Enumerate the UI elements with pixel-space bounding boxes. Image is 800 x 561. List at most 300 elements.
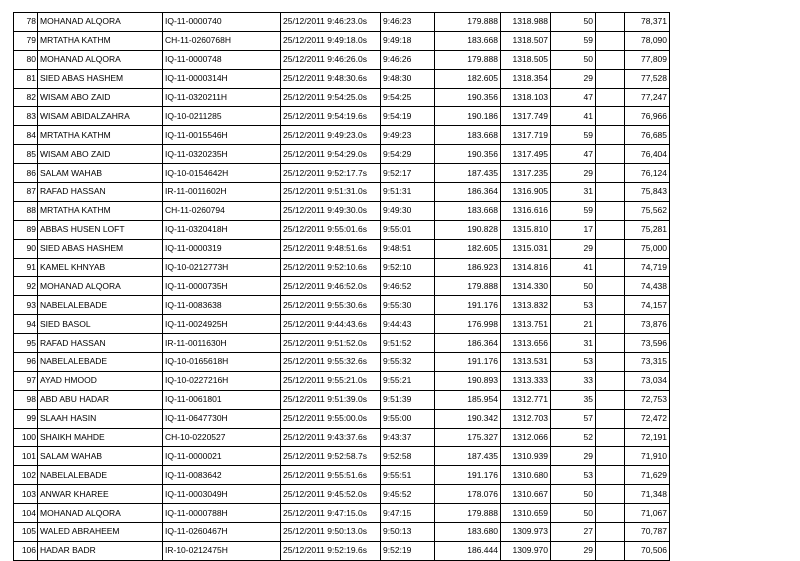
cell-distance: 186.364: [435, 334, 501, 353]
cell-count: 47: [551, 145, 596, 164]
cell-arrival-time: 9:55:51: [381, 466, 435, 485]
cell-name: WISAM ABIDALZAHRA: [38, 107, 163, 126]
cell-ring-number: IR-11-0011602H: [163, 183, 281, 202]
table-row: [14, 296, 670, 315]
cell-arrival-datetime: 25/12/2011 9:54:29.0s: [281, 145, 381, 164]
cell-rank: 91: [14, 258, 38, 277]
cell-blank: [596, 50, 625, 69]
table-row: [14, 50, 670, 69]
cell-count: 57: [551, 409, 596, 428]
cell-distance: 190.893: [435, 371, 501, 390]
cell-speed: 1318.505: [501, 50, 551, 69]
cell-rank: 97: [14, 371, 38, 390]
cell-arrival-time: 9:55:30: [381, 296, 435, 315]
cell-rank: 94: [14, 315, 38, 334]
cell-rank: 102: [14, 466, 38, 485]
cell-arrival-datetime: 25/12/2011 9:49:18.0s: [281, 31, 381, 50]
cell-blank: [596, 126, 625, 145]
cell-count: 47: [551, 88, 596, 107]
cell-blank: [596, 371, 625, 390]
cell-blank: [596, 164, 625, 183]
cell-count: 50: [551, 277, 596, 296]
cell-rank: 103: [14, 485, 38, 504]
cell-speed: 1310.680: [501, 466, 551, 485]
cell-distance: 179.888: [435, 50, 501, 69]
cell-distance: 190.342: [435, 409, 501, 428]
cell-rank: 85: [14, 145, 38, 164]
cell-rank: 79: [14, 31, 38, 50]
cell-ring-number: IQ-11-0000319: [163, 239, 281, 258]
cell-arrival-time: 9:49:30: [381, 201, 435, 220]
cell-count: 29: [551, 164, 596, 183]
cell-speed: 1312.066: [501, 428, 551, 447]
cell-arrival-time: 9:52:19: [381, 541, 435, 560]
cell-name: SLAAH HASIN: [38, 409, 163, 428]
cell-speed: 1310.667: [501, 485, 551, 504]
cell-blank: [596, 258, 625, 277]
cell-arrival-datetime: 25/12/2011 9:45:52.0s: [281, 485, 381, 504]
cell-arrival-datetime: 25/12/2011 9:52:17.7s: [281, 164, 381, 183]
cell-blank: [596, 447, 625, 466]
cell-name: WISAM ABO ZAID: [38, 88, 163, 107]
cell-points: 75,843: [625, 183, 670, 202]
cell-points: 75,562: [625, 201, 670, 220]
cell-arrival-time: 9:45:52: [381, 485, 435, 504]
cell-arrival-datetime: 25/12/2011 9:52:10.6s: [281, 258, 381, 277]
cell-speed: 1315.810: [501, 220, 551, 239]
cell-arrival-datetime: 25/12/2011 9:54:25.0s: [281, 88, 381, 107]
cell-arrival-datetime: 25/12/2011 9:50:13.0s: [281, 523, 381, 542]
cell-ring-number: IQ-10-0227216H: [163, 371, 281, 390]
cell-speed: 1315.031: [501, 239, 551, 258]
cell-speed: 1318.103: [501, 88, 551, 107]
cell-distance: 190.356: [435, 88, 501, 107]
cell-blank: [596, 353, 625, 372]
cell-name: ANWAR KHAREE: [38, 485, 163, 504]
cell-rank: 87: [14, 183, 38, 202]
cell-count: 35: [551, 390, 596, 409]
cell-name: MRTATHA KATHM: [38, 126, 163, 145]
cell-arrival-time: 9:43:37: [381, 428, 435, 447]
cell-rank: 96: [14, 353, 38, 372]
cell-arrival-datetime: 25/12/2011 9:47:15.0s: [281, 504, 381, 523]
cell-speed: 1317.235: [501, 164, 551, 183]
cell-rank: 90: [14, 239, 38, 258]
table-row: [14, 107, 670, 126]
cell-points: 75,000: [625, 239, 670, 258]
cell-blank: [596, 409, 625, 428]
cell-blank: [596, 296, 625, 315]
cell-blank: [596, 334, 625, 353]
cell-ring-number: IQ-11-0083642: [163, 466, 281, 485]
cell-ring-number: IQ-11-0015546H: [163, 126, 281, 145]
cell-arrival-time: 9:48:30: [381, 69, 435, 88]
cell-points: 73,315: [625, 353, 670, 372]
cell-arrival-datetime: 25/12/2011 9:54:19.6s: [281, 107, 381, 126]
cell-name: NABELALEBADE: [38, 353, 163, 372]
cell-ring-number: IQ-11-0000788H: [163, 504, 281, 523]
cell-rank: 82: [14, 88, 38, 107]
cell-arrival-time: 9:50:13: [381, 523, 435, 542]
cell-name: MOHANAD ALQORA: [38, 504, 163, 523]
cell-arrival-datetime: 25/12/2011 9:55:00.0s: [281, 409, 381, 428]
cell-count: 27: [551, 523, 596, 542]
cell-name: MOHANAD ALQORA: [38, 277, 163, 296]
cell-blank: [596, 315, 625, 334]
cell-name: HADAR BADR: [38, 541, 163, 560]
cell-ring-number: IQ-10-0211285: [163, 107, 281, 126]
cell-name: MRTATHA KATHM: [38, 31, 163, 50]
cell-arrival-datetime: 25/12/2011 9:51:31.0s: [281, 183, 381, 202]
cell-rank: 104: [14, 504, 38, 523]
cell-speed: 1313.751: [501, 315, 551, 334]
cell-distance: 179.888: [435, 504, 501, 523]
cell-count: 33: [551, 371, 596, 390]
table-row: [14, 315, 670, 334]
cell-arrival-datetime: 25/12/2011 9:48:51.6s: [281, 239, 381, 258]
cell-arrival-datetime: 25/12/2011 9:49:23.0s: [281, 126, 381, 145]
cell-speed: 1313.656: [501, 334, 551, 353]
cell-blank: [596, 183, 625, 202]
cell-points: 72,191: [625, 428, 670, 447]
cell-arrival-time: 9:48:51: [381, 239, 435, 258]
cell-ring-number: CH-10-0220527: [163, 428, 281, 447]
cell-arrival-datetime: 25/12/2011 9:49:30.0s: [281, 201, 381, 220]
cell-distance: 187.435: [435, 164, 501, 183]
cell-distance: 191.176: [435, 296, 501, 315]
cell-speed: 1318.507: [501, 31, 551, 50]
cell-arrival-time: 9:51:31: [381, 183, 435, 202]
cell-name: ABD ABU HADAR: [38, 390, 163, 409]
cell-distance: 183.668: [435, 126, 501, 145]
cell-distance: 190.356: [435, 145, 501, 164]
cell-rank: 80: [14, 50, 38, 69]
cell-arrival-time: 9:54:25: [381, 88, 435, 107]
cell-name: ABBAS HUSEN LOFT: [38, 220, 163, 239]
cell-blank: [596, 390, 625, 409]
cell-points: 78,371: [625, 13, 670, 32]
cell-ring-number: IQ-11-0000740: [163, 13, 281, 32]
cell-speed: 1314.330: [501, 277, 551, 296]
table-row: [14, 466, 670, 485]
table-row: [14, 504, 670, 523]
cell-points: 71,067: [625, 504, 670, 523]
cell-distance: 178.076: [435, 485, 501, 504]
cell-name: SALAM WAHAB: [38, 164, 163, 183]
table-row: [14, 409, 670, 428]
cell-count: 31: [551, 183, 596, 202]
cell-arrival-time: 9:51:52: [381, 334, 435, 353]
cell-rank: 95: [14, 334, 38, 353]
cell-ring-number: CH-11-0260768H: [163, 31, 281, 50]
cell-arrival-datetime: 25/12/2011 9:52:58.7s: [281, 447, 381, 466]
cell-points: 76,966: [625, 107, 670, 126]
table-row: [14, 334, 670, 353]
cell-distance: 183.680: [435, 523, 501, 542]
cell-points: 74,157: [625, 296, 670, 315]
cell-blank: [596, 69, 625, 88]
cell-name: NABELALEBADE: [38, 466, 163, 485]
cell-arrival-time: 9:54:29: [381, 145, 435, 164]
cell-arrival-time: 9:52:17: [381, 164, 435, 183]
cell-name: MOHANAD ALQORA: [38, 13, 163, 32]
cell-arrival-time: 9:55:00: [381, 409, 435, 428]
cell-ring-number: IQ-11-0083638: [163, 296, 281, 315]
cell-count: 29: [551, 69, 596, 88]
cell-ring-number: IQ-10-0165618H: [163, 353, 281, 372]
cell-distance: 190.186: [435, 107, 501, 126]
cell-name: MOHANAD ALQORA: [38, 50, 163, 69]
cell-ring-number: IQ-11-0061801: [163, 390, 281, 409]
cell-distance: 176.998: [435, 315, 501, 334]
table-row: [14, 164, 670, 183]
table-row: [14, 258, 670, 277]
cell-ring-number: IR-10-0212475H: [163, 541, 281, 560]
cell-blank: [596, 541, 625, 560]
cell-speed: 1317.495: [501, 145, 551, 164]
cell-ring-number: IQ-11-0647730H: [163, 409, 281, 428]
cell-points: 78,090: [625, 31, 670, 50]
cell-ring-number: IR-11-0011630H: [163, 334, 281, 353]
table-row: [14, 126, 670, 145]
cell-blank: [596, 220, 625, 239]
cell-name: SIED ABAS HASHEM: [38, 69, 163, 88]
cell-speed: 1313.832: [501, 296, 551, 315]
cell-blank: [596, 239, 625, 258]
cell-arrival-datetime: 25/12/2011 9:48:30.6s: [281, 69, 381, 88]
cell-distance: 175.327: [435, 428, 501, 447]
cell-points: 72,472: [625, 409, 670, 428]
cell-count: 53: [551, 296, 596, 315]
cell-rank: 83: [14, 107, 38, 126]
cell-name: RAFAD HASSAN: [38, 183, 163, 202]
cell-count: 50: [551, 50, 596, 69]
cell-blank: [596, 428, 625, 447]
cell-distance: 179.888: [435, 277, 501, 296]
cell-name: NABELALEBADE: [38, 296, 163, 315]
cell-name: MRTATHA KATHM: [38, 201, 163, 220]
cell-ring-number: CH-11-0260794: [163, 201, 281, 220]
cell-blank: [596, 485, 625, 504]
cell-speed: 1318.354: [501, 69, 551, 88]
cell-speed: 1316.616: [501, 201, 551, 220]
cell-arrival-time: 9:46:23: [381, 13, 435, 32]
cell-name: SIED ABAS HASHEM: [38, 239, 163, 258]
cell-points: 71,910: [625, 447, 670, 466]
cell-blank: [596, 466, 625, 485]
cell-arrival-time: 9:55:01: [381, 220, 435, 239]
cell-rank: 88: [14, 201, 38, 220]
cell-arrival-datetime: 25/12/2011 9:46:52.0s: [281, 277, 381, 296]
cell-rank: 100: [14, 428, 38, 447]
cell-rank: 81: [14, 69, 38, 88]
cell-name: WISAM ABO ZAID: [38, 145, 163, 164]
cell-rank: 98: [14, 390, 38, 409]
cell-rank: 106: [14, 541, 38, 560]
cell-count: 53: [551, 353, 596, 372]
cell-distance: 191.176: [435, 353, 501, 372]
cell-count: 21: [551, 315, 596, 334]
table-row: [14, 183, 670, 202]
table-row: [14, 239, 670, 258]
cell-arrival-time: 9:52:10: [381, 258, 435, 277]
cell-speed: 1313.333: [501, 371, 551, 390]
cell-ring-number: IQ-11-0320211H: [163, 88, 281, 107]
cell-count: 29: [551, 447, 596, 466]
cell-arrival-datetime: 25/12/2011 9:55:01.6s: [281, 220, 381, 239]
cell-arrival-time: 9:55:32: [381, 353, 435, 372]
cell-points: 71,348: [625, 485, 670, 504]
cell-distance: 191.176: [435, 466, 501, 485]
cell-speed: 1310.939: [501, 447, 551, 466]
cell-ring-number: IQ-10-0212773H: [163, 258, 281, 277]
table-row: [14, 88, 670, 107]
cell-rank: 105: [14, 523, 38, 542]
cell-count: 50: [551, 504, 596, 523]
cell-count: 29: [551, 239, 596, 258]
table-row: [14, 145, 670, 164]
cell-ring-number: IQ-10-0154642H: [163, 164, 281, 183]
cell-ring-number: IQ-11-0003049H: [163, 485, 281, 504]
cell-blank: [596, 13, 625, 32]
cell-name: SHAIKH MAHDE: [38, 428, 163, 447]
table-row: [14, 69, 670, 88]
cell-rank: 101: [14, 447, 38, 466]
cell-ring-number: IQ-11-0000735H: [163, 277, 281, 296]
cell-ring-number: IQ-11-0320235H: [163, 145, 281, 164]
cell-arrival-time: 9:52:58: [381, 447, 435, 466]
cell-distance: 186.364: [435, 183, 501, 202]
cell-speed: 1309.973: [501, 523, 551, 542]
cell-speed: 1317.719: [501, 126, 551, 145]
cell-name: RAFAD HASSAN: [38, 334, 163, 353]
cell-distance: 186.923: [435, 258, 501, 277]
table-row: [14, 541, 670, 560]
cell-name: KAMEL KHNYAB: [38, 258, 163, 277]
cell-rank: 89: [14, 220, 38, 239]
cell-arrival-time: 9:51:39: [381, 390, 435, 409]
table-row: [14, 31, 670, 50]
cell-distance: 185.954: [435, 390, 501, 409]
cell-ring-number: IQ-11-0320418H: [163, 220, 281, 239]
cell-arrival-datetime: 25/12/2011 9:51:52.0s: [281, 334, 381, 353]
cell-count: 17: [551, 220, 596, 239]
table-row: [14, 201, 670, 220]
cell-name: WALED ABRAHEEM: [38, 523, 163, 542]
cell-distance: 182.605: [435, 239, 501, 258]
cell-blank: [596, 145, 625, 164]
cell-arrival-time: 9:46:52: [381, 277, 435, 296]
cell-blank: [596, 31, 625, 50]
cell-count: 59: [551, 126, 596, 145]
cell-arrival-time: 9:54:19: [381, 107, 435, 126]
results-table-body: [14, 13, 670, 561]
cell-arrival-datetime: 25/12/2011 9:46:23.0s: [281, 13, 381, 32]
cell-points: 77,809: [625, 50, 670, 69]
table-row: [14, 353, 670, 372]
table-row: [14, 277, 670, 296]
cell-points: 70,506: [625, 541, 670, 560]
cell-points: 72,753: [625, 390, 670, 409]
cell-distance: 183.668: [435, 201, 501, 220]
cell-points: 76,124: [625, 164, 670, 183]
cell-rank: 93: [14, 296, 38, 315]
cell-count: 59: [551, 31, 596, 50]
cell-speed: 1314.816: [501, 258, 551, 277]
cell-arrival-datetime: 25/12/2011 9:55:30.6s: [281, 296, 381, 315]
cell-rank: 84: [14, 126, 38, 145]
table-row: [14, 371, 670, 390]
cell-distance: 186.444: [435, 541, 501, 560]
cell-speed: 1316.905: [501, 183, 551, 202]
cell-ring-number: IQ-11-0024925H: [163, 315, 281, 334]
cell-speed: 1309.970: [501, 541, 551, 560]
cell-count: 53: [551, 466, 596, 485]
cell-speed: 1310.659: [501, 504, 551, 523]
cell-ring-number: IQ-11-0000748: [163, 50, 281, 69]
cell-arrival-time: 9:49:23: [381, 126, 435, 145]
cell-points: 75,281: [625, 220, 670, 239]
cell-rank: 99: [14, 409, 38, 428]
cell-blank: [596, 504, 625, 523]
cell-points: 73,596: [625, 334, 670, 353]
cell-arrival-datetime: 25/12/2011 9:55:21.0s: [281, 371, 381, 390]
cell-ring-number: IQ-11-0000021: [163, 447, 281, 466]
results-table-container: [13, 12, 670, 561]
cell-arrival-time: 9:49:18: [381, 31, 435, 50]
cell-speed: 1312.771: [501, 390, 551, 409]
cell-name: AYAD HMOOD: [38, 371, 163, 390]
cell-points: 74,719: [625, 258, 670, 277]
cell-distance: 183.668: [435, 31, 501, 50]
cell-distance: 187.435: [435, 447, 501, 466]
cell-count: 29: [551, 541, 596, 560]
cell-count: 50: [551, 13, 596, 32]
cell-count: 52: [551, 428, 596, 447]
cell-arrival-time: 9:46:26: [381, 50, 435, 69]
cell-speed: 1312.703: [501, 409, 551, 428]
cell-name: SALAM WAHAB: [38, 447, 163, 466]
cell-count: 41: [551, 258, 596, 277]
cell-arrival-datetime: 25/12/2011 9:43:37.6s: [281, 428, 381, 447]
cell-distance: 190.828: [435, 220, 501, 239]
cell-arrival-datetime: 25/12/2011 9:55:32.6s: [281, 353, 381, 372]
results-table: [13, 12, 670, 561]
cell-ring-number: IQ-11-0260467H: [163, 523, 281, 542]
cell-points: 71,629: [625, 466, 670, 485]
cell-blank: [596, 277, 625, 296]
cell-arrival-datetime: 25/12/2011 9:55:51.6s: [281, 466, 381, 485]
cell-points: 77,247: [625, 88, 670, 107]
cell-ring-number: IQ-11-0000314H: [163, 69, 281, 88]
cell-arrival-datetime: 25/12/2011 9:52:19.6s: [281, 541, 381, 560]
cell-speed: 1317.749: [501, 107, 551, 126]
cell-rank: 78: [14, 13, 38, 32]
table-row: [14, 390, 670, 409]
cell-points: 70,787: [625, 523, 670, 542]
table-row: [14, 13, 670, 32]
cell-speed: 1313.531: [501, 353, 551, 372]
cell-blank: [596, 107, 625, 126]
cell-points: 76,685: [625, 126, 670, 145]
cell-arrival-time: 9:47:15: [381, 504, 435, 523]
cell-blank: [596, 201, 625, 220]
table-row: [14, 447, 670, 466]
cell-name: SIED BASOL: [38, 315, 163, 334]
table-row: [14, 428, 670, 447]
cell-points: 74,438: [625, 277, 670, 296]
cell-rank: 92: [14, 277, 38, 296]
